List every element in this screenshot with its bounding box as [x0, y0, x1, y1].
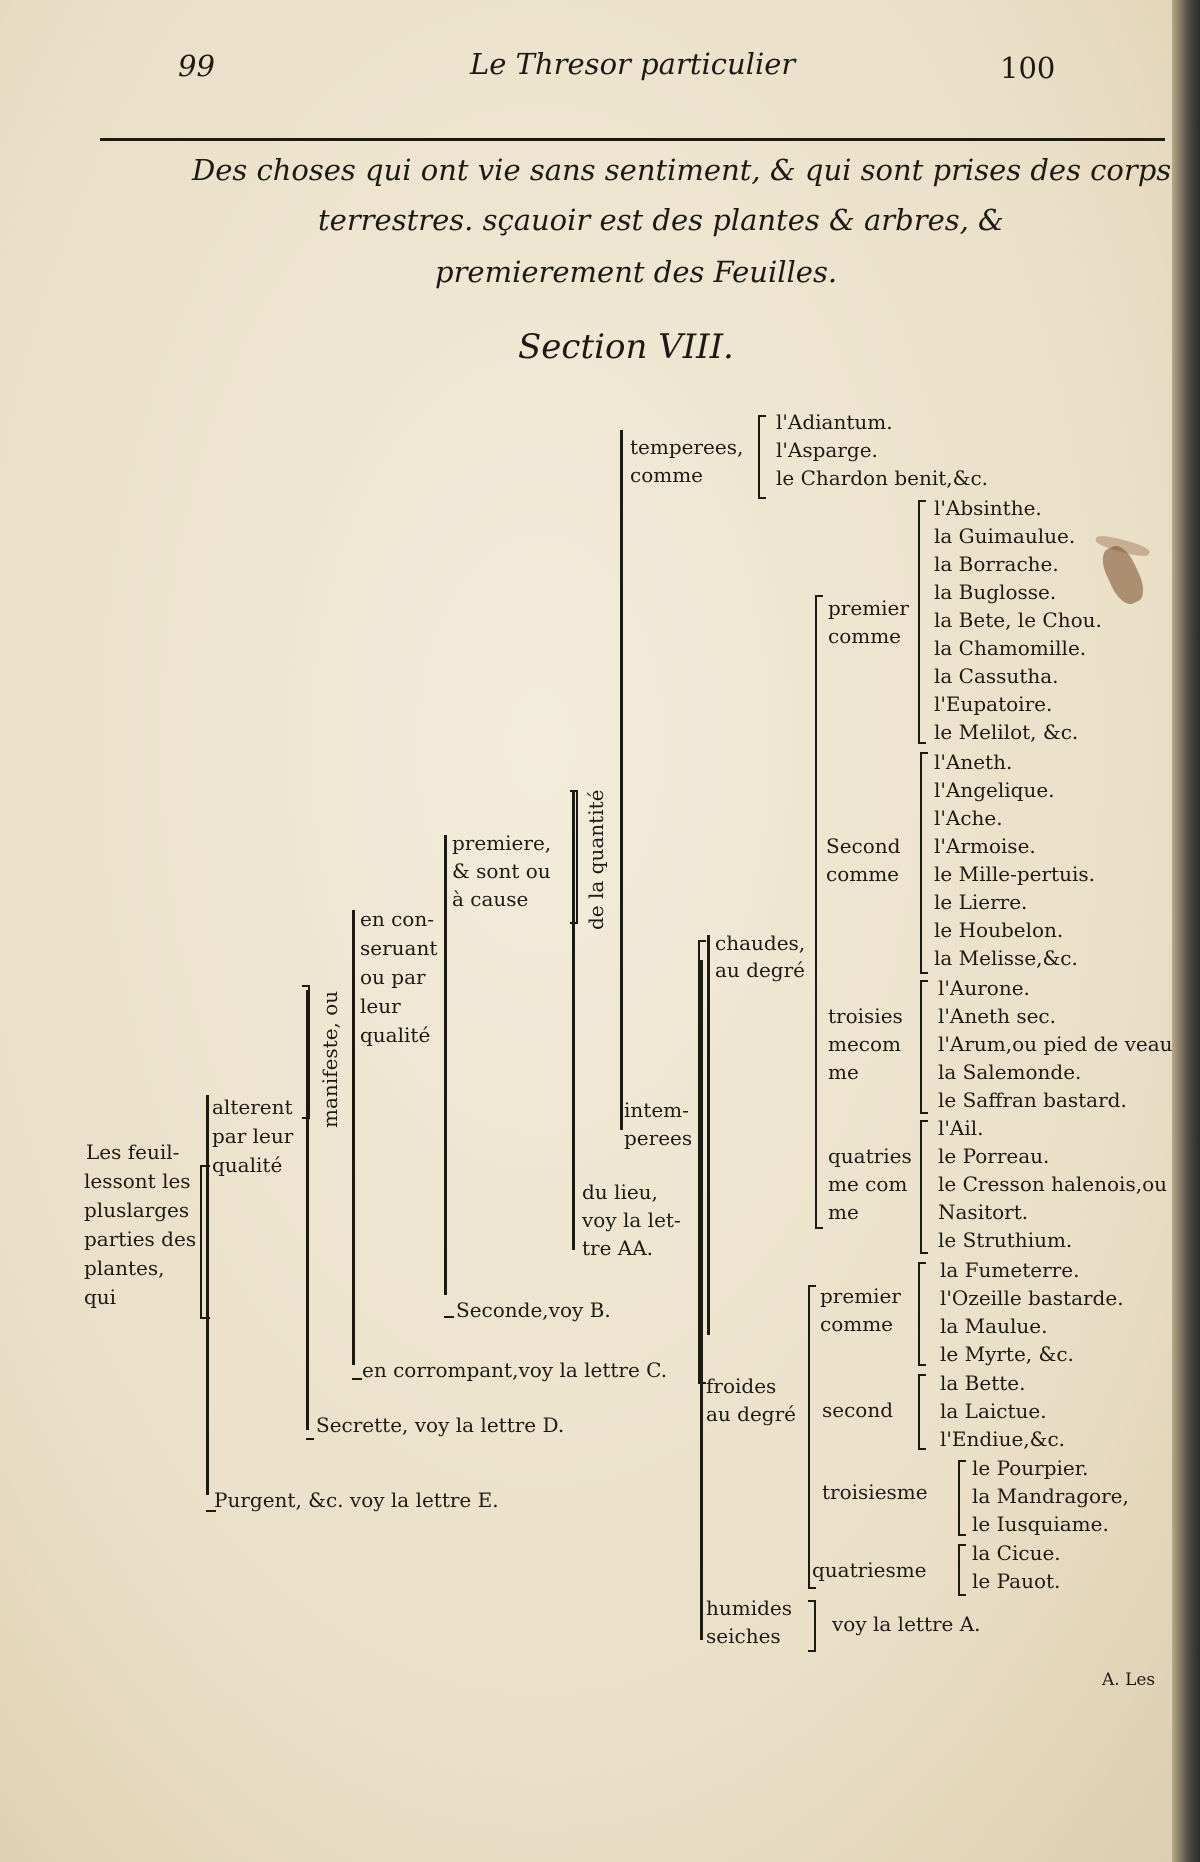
premier-comme-line: comme — [828, 624, 902, 648]
quantite-bracket — [572, 790, 575, 1250]
conservant-line: leur — [360, 994, 401, 1018]
froid-troisiesme-brace — [958, 1460, 966, 1536]
troisies-comme-line: mecom — [828, 1032, 902, 1056]
corrompant-ref: en corrompant,voy la lettre C. — [362, 1358, 668, 1382]
froid-second-label: second — [822, 1398, 894, 1422]
froid-second-item: la Laictue. — [940, 1399, 1047, 1423]
froid-premier-line: comme — [820, 1312, 894, 1336]
root-line: qui — [84, 1285, 117, 1309]
root-line: Les feuil- — [86, 1140, 180, 1164]
conservant-line: seruant — [360, 936, 438, 960]
conservant-line: ou par — [360, 965, 426, 989]
froides-line: froides — [706, 1374, 777, 1398]
du-lieu-line: tre AA. — [582, 1236, 654, 1260]
running-title: Le Thresor particulier — [470, 47, 796, 81]
froid-quatriesme-label: quatriesme — [812, 1558, 927, 1582]
troisies-brace — [920, 980, 928, 1114]
seconde-hook — [444, 1316, 454, 1318]
second-item: le Lierre. — [934, 890, 1028, 914]
troisies-comme-line: troisies — [828, 1004, 903, 1028]
intemperees-line: perees — [624, 1126, 693, 1150]
root-line: lessont les — [84, 1169, 191, 1193]
froid-quatriesme-brace — [958, 1544, 966, 1596]
title-line-2: terrestres. sçauoir est des plantes & arbres, & — [318, 203, 1004, 237]
froides-brace — [808, 1285, 816, 1589]
second-item: l'Ache. — [934, 806, 1003, 830]
premier-item: la Buglosse. — [934, 580, 1057, 604]
quatries-item: le Porreau. — [938, 1144, 1050, 1168]
chaudes-bracket — [707, 935, 710, 1335]
premier-item: l'Eupatoire. — [934, 692, 1053, 716]
temperees-line: comme — [630, 463, 704, 487]
second-comme-line: comme — [826, 862, 900, 886]
premier-item: la Cassutha. — [934, 664, 1059, 688]
quantite-spine — [620, 430, 623, 1130]
seconde-ref: Seconde,voy B. — [456, 1298, 611, 1322]
second-brace — [920, 752, 928, 974]
du-lieu-line: du lieu, — [582, 1180, 658, 1204]
second-item: l'Aneth. — [934, 750, 1013, 774]
froid-quatriesme-item: la Cicue. — [972, 1541, 1061, 1565]
second-item: l'Angelique. — [934, 778, 1055, 802]
manifeste-label: manifeste, ou — [318, 990, 342, 1128]
froid-quatriesme-item: le Pauot. — [972, 1569, 1061, 1593]
froid-premier-line: premier — [820, 1284, 901, 1308]
premier-item: la Borrache. — [934, 552, 1059, 576]
temperees-item: l'Adiantum. — [776, 410, 893, 434]
premier-brace — [918, 500, 926, 744]
corrompant-hook — [352, 1378, 362, 1380]
book-edge — [1172, 0, 1200, 1862]
alterent-line: par leur — [212, 1124, 294, 1148]
quatries-item: l'Ail. — [938, 1116, 984, 1140]
secrette-hook — [306, 1438, 314, 1440]
froid-troisiesme-item: le Pourpier. — [972, 1456, 1089, 1480]
manifeste-bracket — [306, 990, 309, 1430]
froid-premier-brace — [918, 1262, 926, 1366]
root-line: parties des — [84, 1227, 197, 1251]
froid-second-item: l'Endiue,&c. — [940, 1427, 1066, 1451]
premiere-line: & sont ou — [452, 859, 551, 883]
header-rule — [100, 138, 1165, 141]
second-comme-line: Second — [826, 834, 901, 858]
degre-spine — [700, 960, 703, 1640]
chaudes-brace — [815, 595, 823, 1229]
troisies-comme-line: me — [828, 1060, 859, 1084]
temperees-line: temperees, — [630, 435, 744, 459]
troisies-item: l'Aneth sec. — [938, 1004, 1056, 1028]
second-item: l'Armoise. — [934, 834, 1036, 858]
quatries-comme-line: me com — [828, 1172, 908, 1196]
humides-brace — [808, 1600, 816, 1652]
catchword: A. Les — [1102, 1670, 1156, 1690]
premier-item: la Chamomille. — [934, 636, 1087, 660]
left-page-number: 99 — [178, 49, 215, 83]
quatries-item: le Cresson halenois,ou — [938, 1172, 1167, 1196]
temperees-brace — [758, 415, 766, 499]
froid-premier-item: le Myrte, &c. — [940, 1342, 1074, 1366]
chaudes-line: au degré — [715, 958, 805, 982]
froid-second-brace — [918, 1374, 926, 1450]
intemperees-line: intem- — [624, 1098, 689, 1122]
premiere-line: premiere, — [452, 831, 552, 855]
humides-label: humides — [706, 1596, 793, 1620]
temperees-item: le Chardon benit,&c. — [776, 466, 989, 490]
premier-comme-line: premier — [828, 596, 909, 620]
froid-premier-item: l'Ozeille bastarde. — [940, 1286, 1124, 1310]
alterent-line: alterent — [212, 1095, 293, 1119]
quatries-comme-line: me — [828, 1200, 859, 1224]
premier-item: le Melilot, &c. — [934, 720, 1079, 744]
premiere-line: à cause — [452, 887, 529, 911]
second-item: le Houbelon. — [934, 918, 1064, 942]
conservant-bracket — [352, 910, 355, 1365]
alterent-line: qualité — [212, 1153, 283, 1177]
alterent-bracket — [206, 1095, 209, 1495]
du-lieu-line: voy la let- — [582, 1208, 681, 1232]
froides-line: au degré — [706, 1402, 796, 1426]
root-line: plantes, — [84, 1256, 165, 1280]
secrette-ref: Secrette, voy la lettre D. — [316, 1413, 565, 1437]
froid-troisiesme-label: troisiesme — [822, 1480, 928, 1504]
premier-item: la Bete, le Chou. — [934, 608, 1102, 632]
seiches-label: seiches — [706, 1624, 781, 1648]
title-line-3: premierement des Feuilles. — [435, 255, 838, 289]
troisies-item: la Salemonde. — [938, 1060, 1082, 1084]
quantite-label: de la quantité — [584, 789, 608, 930]
premiere-bracket — [444, 835, 447, 1295]
second-item: la Melisse,&c. — [934, 946, 1078, 970]
troisies-item: l'Arum,ou pied de veau — [938, 1032, 1173, 1056]
section-heading: Section VIII. — [518, 327, 734, 367]
quatries-item: le Struthium. — [938, 1228, 1073, 1252]
conservant-line: en con- — [360, 907, 434, 931]
premier-item: la Guimaulue. — [934, 524, 1076, 548]
froid-troisiesme-item: la Mandragore, — [972, 1484, 1129, 1508]
premier-item: l'Absinthe. — [934, 496, 1042, 520]
quatries-brace — [920, 1120, 928, 1254]
troisies-item: l'Aurone. — [938, 976, 1030, 1000]
troisies-item: le Saffran bastard. — [938, 1088, 1127, 1112]
purgent-ref: Purgent, &c. voy la lettre E. — [214, 1488, 499, 1512]
quatries-comme-line: quatries — [828, 1144, 912, 1168]
conservant-line: qualité — [360, 1023, 431, 1047]
froid-premier-item: la Fumeterre. — [940, 1258, 1080, 1282]
humides-ref: voy la lettre A. — [832, 1612, 981, 1636]
title-line-1: Des choses qui ont vie sans sentiment, & qui sont prises des corps — [192, 153, 1172, 187]
froid-troisiesme-item: le Iusquiame. — [972, 1512, 1109, 1536]
froid-second-item: la Bette. — [940, 1371, 1026, 1395]
quatries-item: Nasitort. — [938, 1200, 1029, 1224]
second-item: le Mille-pertuis. — [934, 862, 1095, 886]
right-page-number: 100 — [1000, 51, 1056, 85]
froid-premier-item: la Maulue. — [940, 1314, 1048, 1338]
chaudes-line: chaudes, — [715, 931, 806, 955]
root-line: pluslarges — [84, 1198, 190, 1222]
temperees-item: l'Asparge. — [776, 438, 878, 462]
